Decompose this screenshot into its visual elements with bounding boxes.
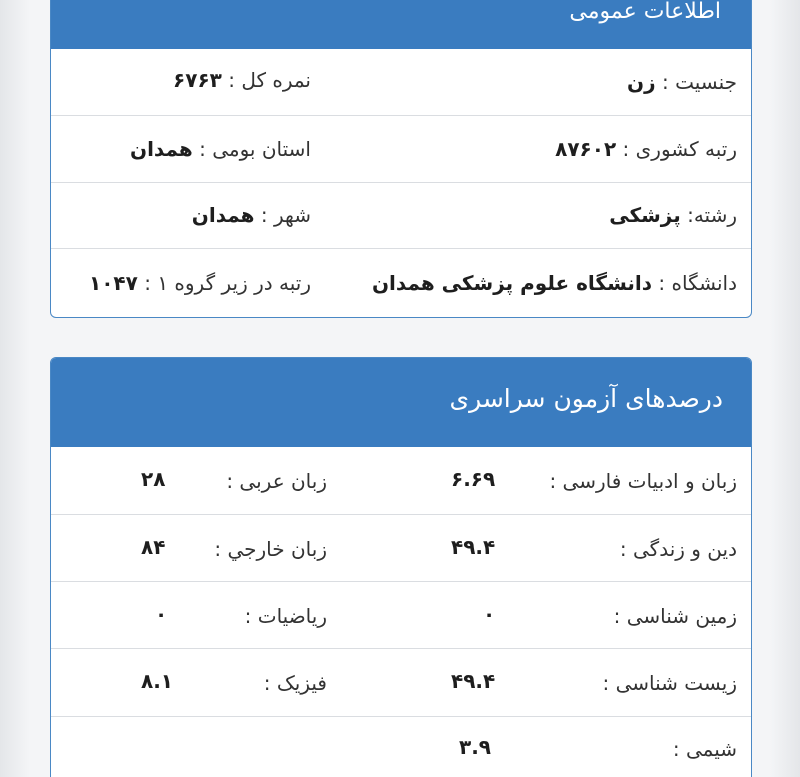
total-score-value: ۶۷۶۳ xyxy=(173,68,222,92)
general-info-header xyxy=(51,0,751,49)
general-info-panel xyxy=(50,0,752,318)
subject-label: زبان عربی : xyxy=(226,469,327,493)
subject-row xyxy=(51,581,751,648)
exam-percentages-header xyxy=(51,358,751,447)
field-of-study-value: پزشکی xyxy=(609,203,681,227)
subgroup-rank-label: رتبه در زیر گروه ۱ : xyxy=(144,271,311,295)
subject-label: زبان خارجي : xyxy=(214,537,327,561)
field-of-study-field xyxy=(609,203,737,227)
gender-field xyxy=(627,70,737,94)
subject-percent: ۰ xyxy=(155,602,168,626)
university-label: دانشگاه : xyxy=(658,271,737,295)
university-field xyxy=(372,271,737,295)
subject-row xyxy=(51,648,751,716)
info-row xyxy=(51,49,751,115)
city-field xyxy=(192,203,311,227)
subject-percent: ۶.۶۹ xyxy=(451,467,496,491)
subject-percent: ۴۹.۴ xyxy=(451,535,496,559)
subject-label: زبان و ادبیات فارسی : xyxy=(549,469,737,493)
gender-label: جنسیت : xyxy=(661,70,737,94)
exam-percentages-title: درصدهای آزمون سراسری xyxy=(449,384,723,413)
subgroup-rank-field xyxy=(89,271,311,295)
info-row xyxy=(51,248,751,316)
subject-label: زمین شناسی : xyxy=(613,604,737,628)
subject-percent: ۲۸ xyxy=(141,467,166,491)
national-rank-label: رتبه کشوری : xyxy=(622,137,737,161)
native-province-field xyxy=(130,137,311,161)
subgroup-rank-value: ۱۰۴۷ xyxy=(89,271,138,295)
gender-value: زن xyxy=(627,70,656,94)
subject-label: شیمی : xyxy=(672,737,737,761)
info-row xyxy=(51,182,751,248)
subject-percent: ۴۹.۴ xyxy=(451,669,496,693)
subject-label: فیزیک : xyxy=(263,671,327,695)
subject-label: ریاضیات : xyxy=(244,604,327,628)
subject-percent: ۸۴ xyxy=(141,535,166,559)
exam-percentages-panel xyxy=(50,357,752,777)
general-info-title: اطلاعات عمومی xyxy=(569,0,721,24)
subject-row xyxy=(51,447,751,514)
total-score-field xyxy=(173,68,311,92)
subject-row xyxy=(51,514,751,581)
info-row xyxy=(51,115,751,182)
subject-label: زیست شناسی : xyxy=(602,671,737,695)
general-info-body xyxy=(51,49,751,316)
native-province-value: همدان xyxy=(130,137,193,161)
university-value: دانشگاه علوم پزشکی همدان xyxy=(371,271,653,295)
field-of-study-label: رشته: xyxy=(687,203,737,227)
subject-label: دین و زندگی : xyxy=(619,537,737,561)
national-rank-field xyxy=(555,137,737,161)
subject-row xyxy=(51,716,751,777)
native-province-label: استان بومی : xyxy=(199,137,311,161)
subject-percent: ۰ xyxy=(483,602,496,626)
national-rank-value: ۸۷۶۰۲ xyxy=(555,137,617,161)
exam-percentages-body xyxy=(51,447,751,777)
subject-percent: ۸.۱ xyxy=(141,669,174,693)
total-score-label: نمره کل : xyxy=(228,68,311,92)
city-label: شهر : xyxy=(260,203,311,227)
subject-percent: ۳.۹ xyxy=(459,735,492,759)
city-value: همدان xyxy=(191,203,255,227)
